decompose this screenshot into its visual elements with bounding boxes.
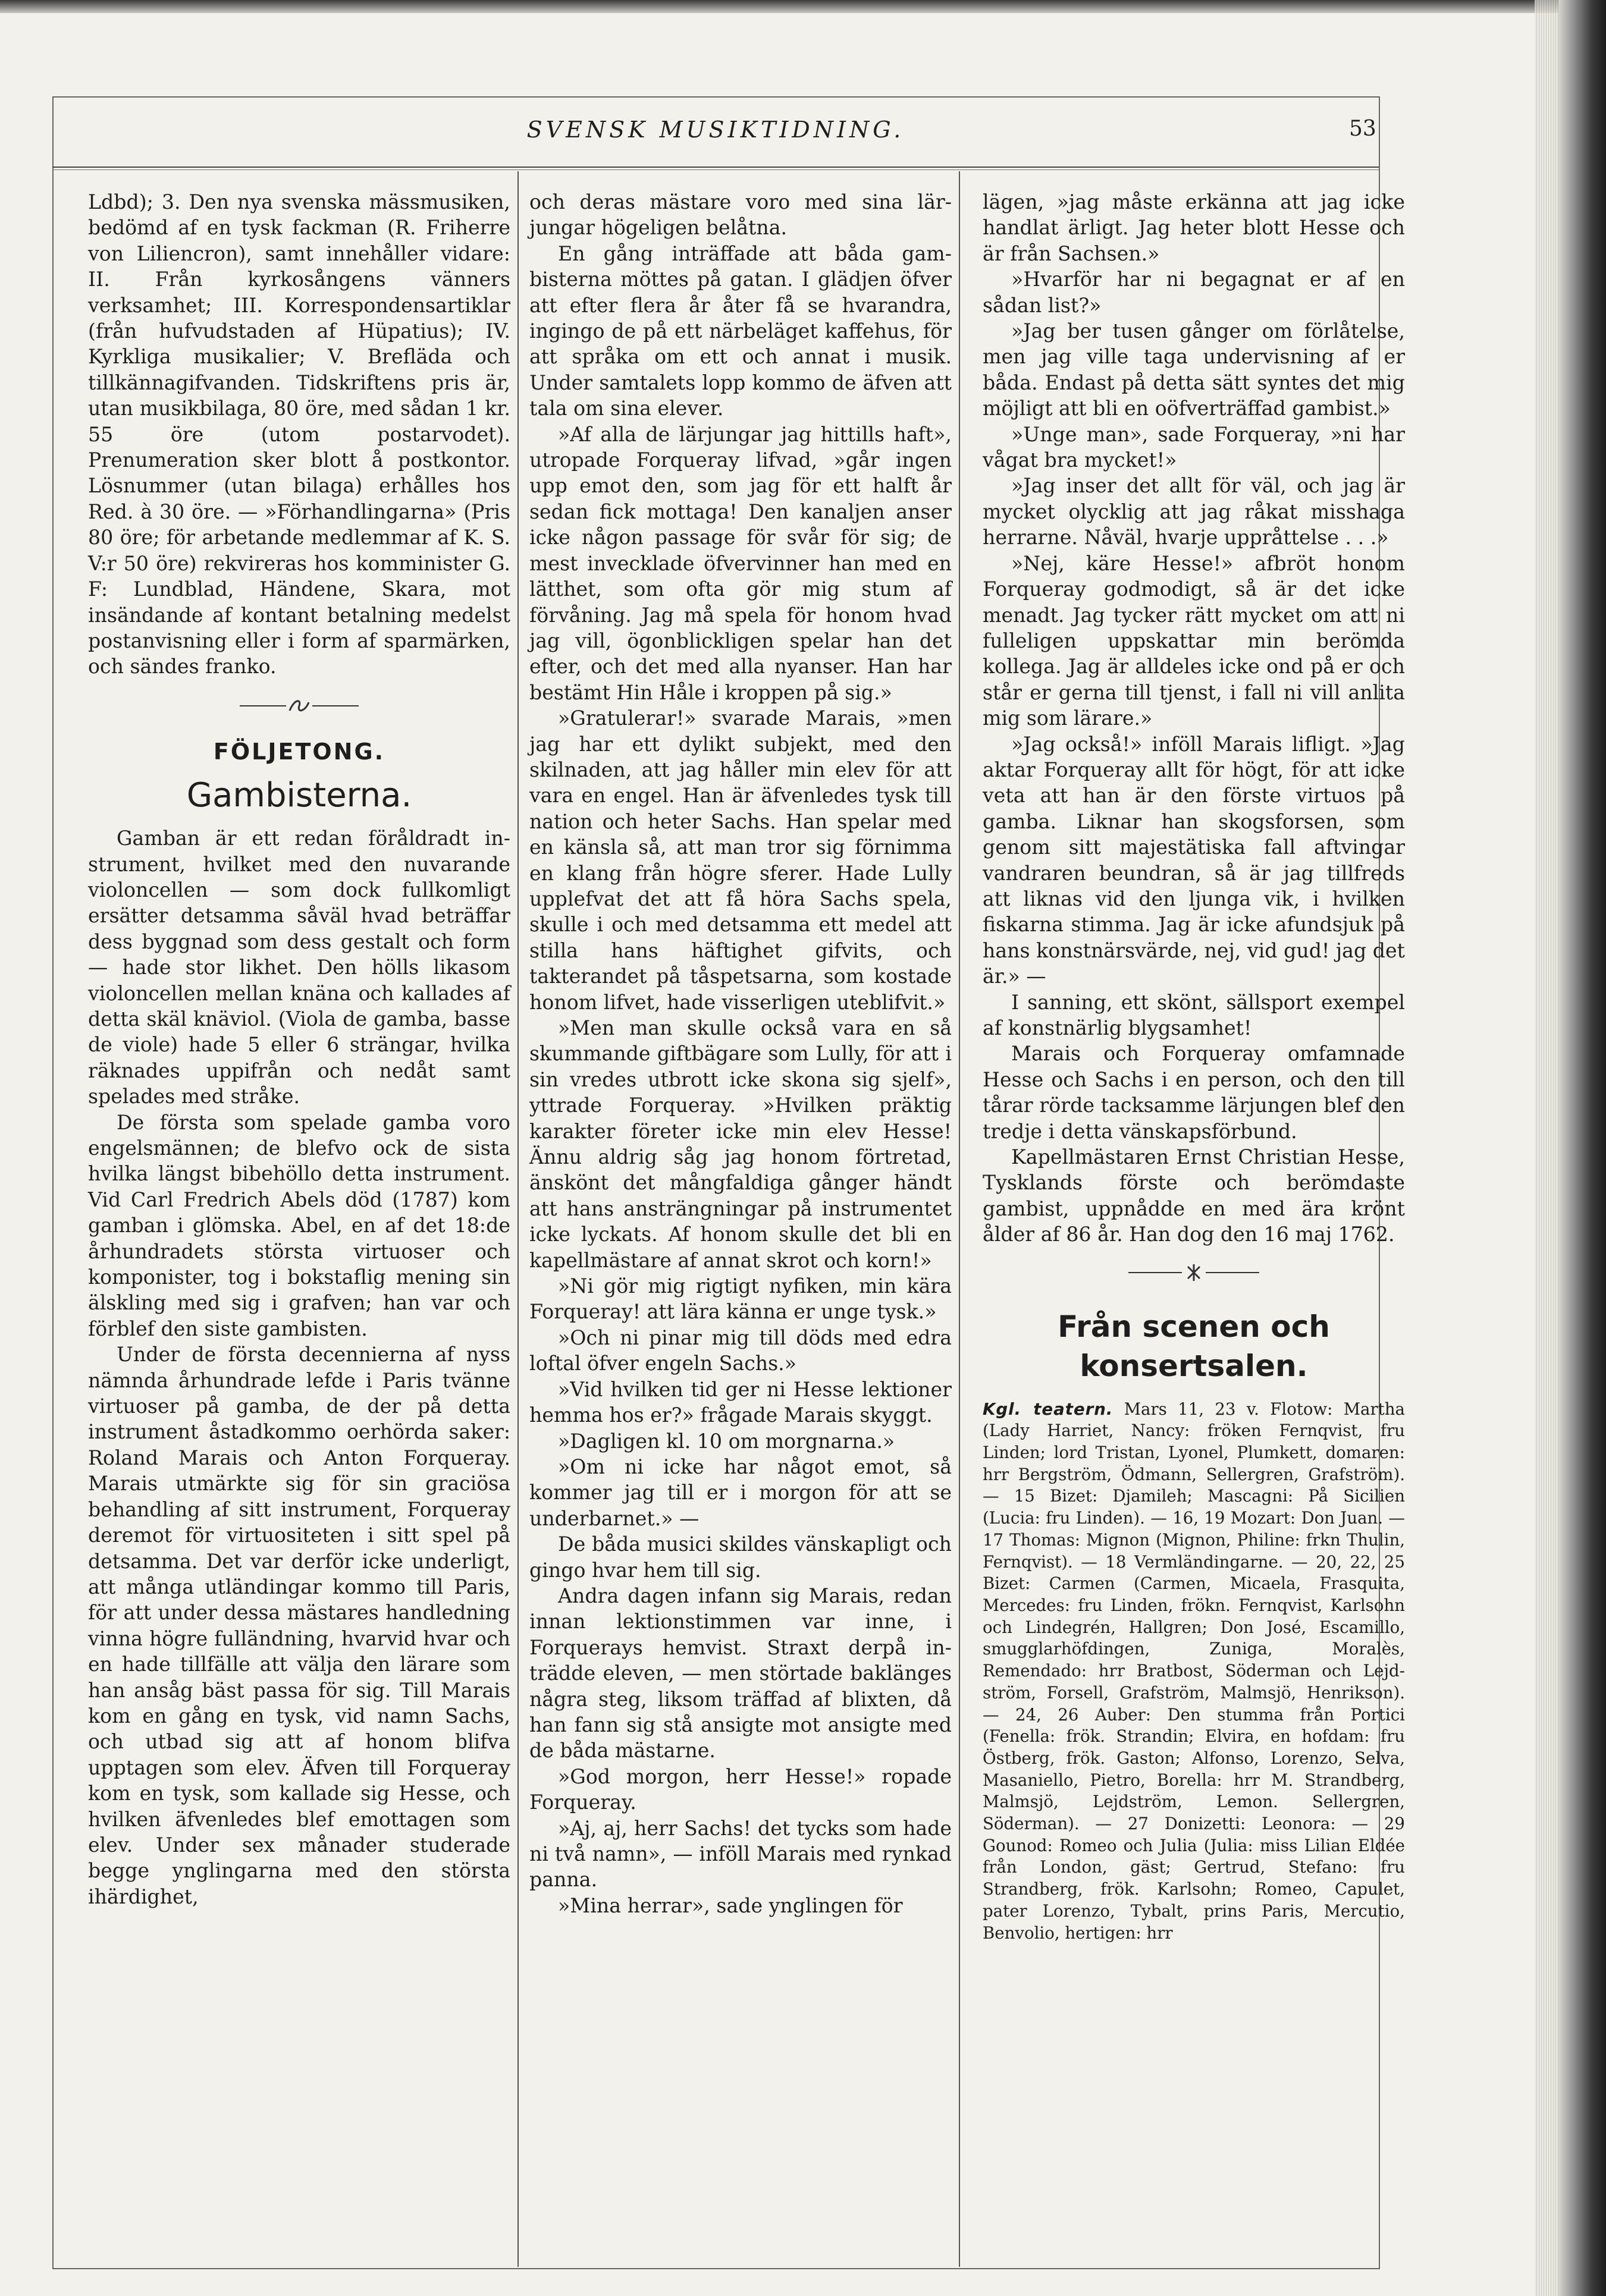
paragraph: Andra dagen infann sig Marais, redan innan lektionstimmen var inne, i Forquerays hemvist. Straxt derpå inträdde eleven, — men störtade baklänges några steg, liksom träffad af blixten, då han fann sig stå ansigte mot ansigte med de båda mästarne. <box>529 1584 952 1763</box>
paragraph: »Men man skulle också vara en så skummande giftbägare som Lully, för att i sin vredes utbrott icke skona sig sjelf», yttrade Forqueray. »Hvilken präktig karakter företer icke min elev Hesse! Ännu aldrig såg jag honom förtretad, änskönt det mångfaldiga gånger händt att hans ansträngningar på instrumentet icke lyckats. Af honom skulle det bli en kapellmästare af annat skrot och korn!» <box>529 1016 952 1272</box>
ornament-divider <box>88 693 510 717</box>
asterism-icon <box>1128 1261 1259 1284</box>
paragraph: »Hvarför har ni begagnat er af en sådan list?» <box>983 268 1405 317</box>
page-stack-edges <box>1535 0 1558 2296</box>
paragraph: lägen, »jag måste erkänna att jag icke handlat ärligt. Jag heter blott Hesse och är från Sachsen.» <box>983 190 1405 265</box>
paragraph: Gamban är ett redan föråldradt instrument, hvilket med den nuvarande violoncellen — som dock fullkomligt ersätter detsamma såväl hvad beträffar dess byggnad som dess gestalt och form — hade stor likhet. Den hölls likasom violoncellen mellan knäna och kallades af detta skäl knäviol. (Viola de gamba, basse de viole) hade 5 eller 6 strängar, hvilka räknades uppifrån och nedåt samt spelades med stråke. <box>88 827 510 1108</box>
paragraph: »Om ni icke har något emot, så kommer jag till er i morgon för att se underbarnet.» — <box>529 1455 952 1530</box>
paragraph: Under de första decennierna af nyss nämnda århundrade lefde i Paris tvänne virtuoser på gamba, de der på detta instrument åstadkommo oerhörda saker: Roland Marais och Anton Forqueray. Marais utmärkte sig för sin graciösa behandling af sitt instrument, Forqueray deremot för virtuositeten i sitt spel på detsamma. Det var derför icke underligt, att många utländingar kommo till Paris, för att under dessa mästares handledning vinna högre fulländning, hvarvid hvar och en hade tillfälle att välja den lärare som han ansåg bäst passa för sig. Till Marais kom en gång en tysk, vid namn Sachs, och utbad sig att af honom blifva upptagen som elev. Äfven till Forqueray kom en tysk, som kallade sig Hesse, och hvilken äfvenledes blef emottagen som elev. Under sex månader studerade begge ynglingarna med den största ihärdighet, <box>88 1343 510 1908</box>
running-title: SVENSK MUSIKTIDNING. <box>526 117 905 143</box>
paragraph: »Jag inser det allt för väl, och jag är mycket olycklig att jag råkat misshaga herrarne. Nåväl, hvarje uppråttelse . . .» <box>983 474 1405 549</box>
paragraph: »Unge man», sade Forqueray, »ni har vågat bra mycket!» <box>983 422 1405 472</box>
paragraph: »Dagligen kl. 10 om morgnarna.» <box>558 1429 895 1453</box>
notice-text: Mars 11, 23 v. Flotow: Martha (Lady Harriet, Nancy: fröken Fernqvist, fru Linden; lord Tristan, Lyonel, Plumkett, domaren: hrr Bergström, Ödmann, Sellergren, Grafström). — 15 Bizet: Djamileh; Mascagni: På Sicilien (Lucia: fru Linden). — 16, 19 Mozart: Don Juan. — 17 Thomas: Mignon (Mignon, Philine: frkn Thulin, Fernqvist). — 18 Vermländingarne. — 20, 22, 25 Bizet: Carmen (Carmen, Micaela, Frasquita, Mercedes: fru Linden, frökn. Fernqvist, Karlsohn och Lindegrén, Hallgren; Don José, Escamillo, smugglarhöfdingen, Zuniga, Moralès, Remendado: hrr Bratbost, Söderman och Lejdström, Forsell, Grafström, Malmsjö, Henrikson). — 24, 26 Auber: Den stumma från Portici (Fenella: frök. Strandin; Elvira, en hofdam: fru Östberg, frök. Gaston; Alfonso, Lorenzo, Selva, Masaniello, Pietro, Borella: hrr M. Strandberg, Malmsjö, Lejdström, Lemon. Sellergren, Söderman). — 27 Donizetti: Leonora: — 29 Gounod: Romeo och Julia (Julia: miss Lilian Eldée från London, gäst; Gertrud, Stefano: fru Strandberg, frök. Karlsohn; Romeo, Capulet, pater Lorenzo, Tybalt, prins Paris, Mercutio, Benvolio, hertigen: hrr <box>983 1399 1405 1943</box>
paragraph: »God morgon, herr Hesse!» ropade Forqueray. <box>529 1764 952 1814</box>
column-divider-2 <box>959 171 960 2267</box>
paragraph: Marais och Forqueray omfamnade Hesse och Sachs i en person, och den till tårar rörde tacksamme lärjungen blef den tredje i detta vänskapsförbund. <box>983 1042 1405 1143</box>
paragraph: De första som spelade gamba voro engelsmännen; de blefvo ock de sista hvilka längst bibehöllo detta instrument. Vid Carl Fredrich Abels död (1787) kom gamban i glömska. Abel, en af det 18:de århundradets största virtuoser och komponister, tog i bokstaflig mening sin älskling med sig i grafven; han var och förblef den siste gambisten. <box>88 1110 510 1340</box>
header-rule-thin <box>52 169 1379 170</box>
paragraph: »Ni gör mig rigtigt nyfiken, min kära Forqueray! att lära känna er unge tysk.» <box>529 1274 952 1324</box>
paragraph: »Mina herrar», sade ynglingen för <box>558 1893 903 1917</box>
paragraph: »Och ni pinar mig till döds med edra loftal öfver engeln Sachs.» <box>529 1326 952 1375</box>
story-title: Gambisterna. <box>186 776 412 815</box>
column-divider-1 <box>517 171 519 2267</box>
column-2 <box>529 189 952 1918</box>
header-rule <box>52 167 1379 168</box>
paragraph: »Nej, käre Hesse!» afbröt honom Forqueray godmodigt, så är det icke menadt. Jag tycker rätt mycket om att ni fulleligen uppskattar min berömda kollega. Jag är alldeles icke ond på er och står er gerna till tjenst, i fall ni vill anlita mig som lärare.» <box>983 551 1405 730</box>
paragraph: »Gratulerar!» svarade Marais, »men jag har ett dylikt subjekt, med den skilnaden, att jag håller min elev för att vara en engel. Han är äfvenledes tysk till nation och heter Sachs. Han spelar med en känsla så, att man tror sig förnimma en klang från högre sferer. Hade Lully upplefvat det att få höra Sachs spela, skulle i och med detsamma ett medel att stilla hans häftighet gifvits, och takterandet på tåspetsarna, som kostade honom lifvet, hade visserligen uteblifvit.» <box>529 706 952 1014</box>
flourish-icon <box>240 693 359 717</box>
notice-lead: Kgl. teatern. <box>983 1399 1113 1419</box>
column-1 <box>88 189 510 1909</box>
feuilleton-heading: FÖLJETONG. <box>213 738 385 765</box>
paragraph: I sanning, ett skönt, sällsport exempel af konstnärlig blygsamhet! <box>983 990 1405 1039</box>
scan-border-top <box>0 0 1606 13</box>
section-title: Från scenen och konsertsalen. <box>1058 1309 1330 1383</box>
paragraph: »Jag ber tusen gånger om förlåtelse, men jag ville taga undervisning af er båda. Endast på detta sätt syntes det mig möjligt att bli en oöfverträffad gambist.» <box>983 319 1405 420</box>
paragraph: Kapellmästaren Ernst Christian Hesse, Tysklands förste och berömdaste gambist, uppnådde en med ära krönt ålder af 86 år. Han dog den 16 maj 1762. <box>983 1145 1405 1246</box>
paragraph: Ldbd); 3. Den nya svenska mässmusiken, bedömd af en tysk fackman (R. Friherre von Liliencron), samt innehåller vidare: II. Från kyrkosångens vänners verksamhet; III. Korrespondensartiklar (från hufvudstaden af Hüpatius); IV. Kyrkliga musikalier; V. Brefläda och tillkännagifvanden. Tidskriftens pris är, utan musikbilaga, 80 öre, med sådan 1 kr. 55 öre (utom postarvodet). Prenumeration sker blott å postkontor. Lösnummer (utan bilaga) erhålles hos Red. à 30 öre. — »Förhandlingarna» (Pris 80 öre; för arbetande medlemmar af K. S. V:r 50 öre) rekvireras hos komminister G. F: Lundblad, Händene, Skara, mot insändande af kontant betalning medelst postanvisning eller i form af sparmärken, och sändes franko. <box>88 190 510 679</box>
theatre-notice <box>983 1399 1405 1945</box>
paragraph: och deras mästare voro med sina lärjungar högeligen belåtna. <box>529 190 952 240</box>
book-spine-edge <box>1558 0 1606 2296</box>
paragraph: »Vid hvilken tid ger ni Hesse lektioner hemma hos er?» frågade Marais skyggt. <box>529 1377 952 1427</box>
paragraph: De båda musici skildes vänskapligt och gingo hvar hem till sig. <box>529 1532 952 1582</box>
page-number: 53 <box>1349 117 1376 141</box>
paragraph: »Aj, aj, herr Sachs! det tycks som hade ni två namn», — inföll Marais med rynkad panna. <box>529 1816 952 1892</box>
column-3 <box>983 189 1405 1944</box>
ornament-divider <box>983 1261 1405 1284</box>
paragraph: »Af alla de lärjungar jag hittills haft», utropade Forqueray lifvad, »går ingen upp emot den, som jag för ett halft år sedan fick mottaga! Den kanaljen anser icke någon passage för svår för sig; de mest invecklade öfvervinner han med en lätthet, som ofta gör mig stum af förvåning. Jag må spela för honom hvad jag vill, ögonblickligen spelar han det efter, och det med alla nyanser. Han har bestämt Hin Håle i kroppen på sig.» <box>529 422 952 704</box>
paragraph: »Jag också!» inföll Marais lifligt. »Jag aktar Forqueray allt för högt, för att icke veta att han är den förste virtuos på gamba. Liknar han skogsforsen, som genom sitt majestätiska fall aftvingar vandraren beundran, så är jag tillfreds att liknas vid den ljunga vik, i hvilken fiskarna stimma. Jag är icke afundsjuk på hans konstnärsvärde, nej, vid gud! jag det är.» — <box>983 732 1405 988</box>
paragraph: En gång inträffade att båda gambisterna möttes på gatan. I glädjen öfver att efter flera år åter få se hvarandra, ingingo de på ett närbeläget kaffehus, för att språka om ett och annat i musik. Under samtalets lopp kommo de äfven att tala om sina elever. <box>529 241 952 420</box>
